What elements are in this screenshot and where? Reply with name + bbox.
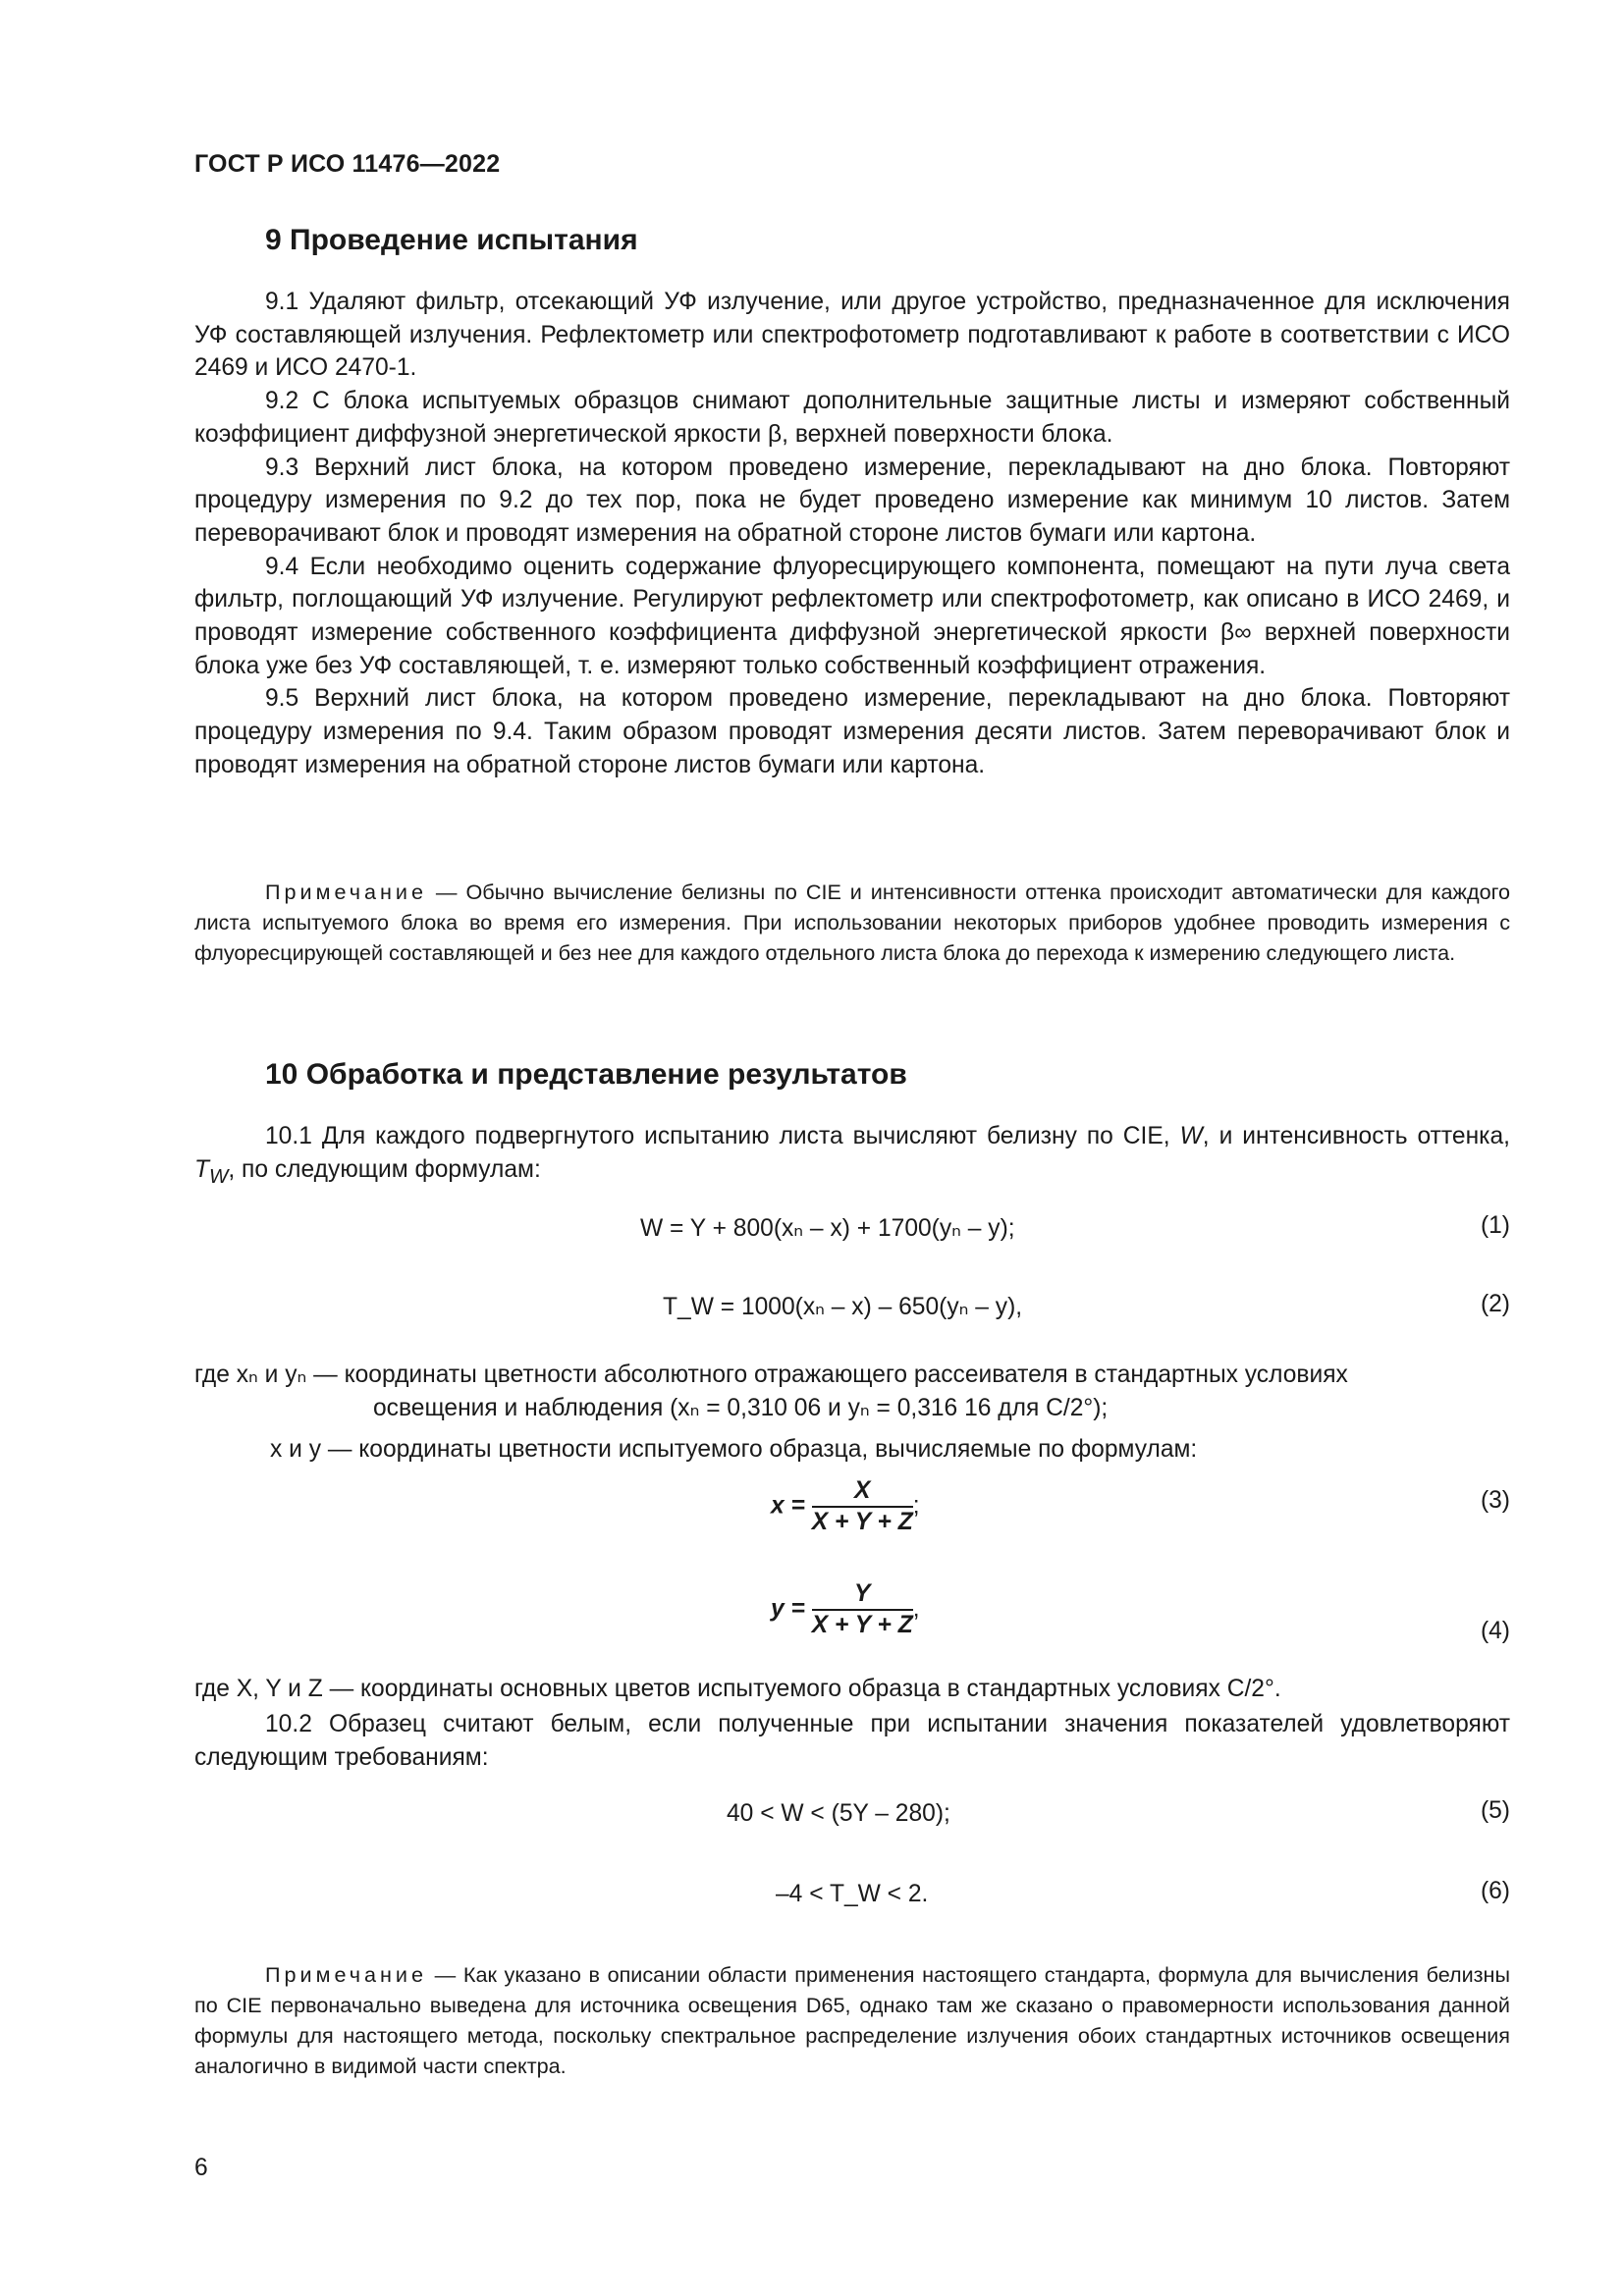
equation-3: x = $\frac{X}{X + Y + Z}$ ; xyxy=(771,1477,920,1535)
note-10 xyxy=(194,1959,1510,2081)
where-line-3: где X, Y и Z — координаты основных цветов испытуемого образца в стандартных условиях C/2°. xyxy=(194,1676,1281,1702)
section-9-body xyxy=(194,286,1510,782)
equation-4: y = $\frac{Y}{X + Y + Z}$ , xyxy=(771,1580,920,1638)
equation-6: –4 < T_W < 2. xyxy=(776,1881,929,1907)
note-label: Примечание xyxy=(265,1962,427,1987)
paragraph-9-3: 9.3 Верхний лист блока, на котором проведено измерение, перекладывают на дно блока. Повторяют процедуру измерения по 9.2 до тех пор, пока не будет проведено измерение как минимум 10 листов. Затем переворачивают блок и проводят измерения на обратной стороне листов бумаги или картона. xyxy=(194,454,1510,547)
section-10-intro xyxy=(194,1120,1510,1193)
note-text: — Обычно вычисление белизны по CIE и интенсивности оттенка происходит автоматически для каждого листа испытуемого блока во время его измерения. При использовании некоторых приборов удобнее проводить измерения с флуоресцирующей составляющей и без нее для каждого отдельного листа блока до перехода к измерению следующего листа. xyxy=(194,880,1510,965)
paragraph-10-1: 10.1 Для каждого подвергнутого испытанию листа вычисляют белизну по CIE, W, и интенсивность оттенка, $T_W$, по следующим формулам: xyxy=(194,1123,1510,1188)
note-text: — Как указано в описании области применения настоящего стандарта, формула для вычисления белизны по CIE первоначально выведена для источника освещения D65, однако там же сказано о правомерности использования данной формулы для настоящего метода, поскольку спектральное распределение излучения обоих стандартных источников освещения аналогично в видимой части спектра. xyxy=(194,1962,1510,2078)
where-line-1a: где xₙ и yₙ — координаты цветности абсолютного отражающего рассеивателя в стандартных условиях xyxy=(194,1362,1348,1388)
equation-5: 40 < W < (5Y – 280); xyxy=(727,1800,950,1827)
paragraph-9-5: 9.5 Верхний лист блока, на котором проведено измерение, перекладывают на дно блока. Повторяют процедуру измерения по 9.4. Таким образом проводят измерения десяти листов. Затем переворачивают блок и проводят измерения на обратной стороне листов бумаги или картона. xyxy=(194,685,1510,778)
equation-1-number: (1) xyxy=(1480,1212,1510,1239)
paragraph-9-1: 9.1 Удаляют фильтр, отсекающий УФ излучение, или другое устройство, предназначенное для исключения УФ составляющей излучения. Рефлектометр или спектрофотометр подготавливают к работе в соответствии с ИСО 2469 и ИСО 2470-1. xyxy=(194,289,1510,382)
paragraph-10-2: 10.2 Образец считают белым, если полученные при испытании значения показателей удовлетворяют следующим требованиям: xyxy=(194,1711,1510,1771)
note-label: Примечание xyxy=(265,880,427,904)
section-9-title: 9 Проведение испытания xyxy=(265,224,638,256)
note-9 xyxy=(194,877,1510,968)
equation-4-number: (4) xyxy=(1480,1618,1510,1644)
section-10-2 xyxy=(194,1708,1510,1774)
equation-1: W = Y + 800(xₙ – x) + 1700(yₙ – y); xyxy=(640,1215,1015,1242)
where-line-2: x и y — координаты цветности испытуемого образца, вычисляемые по формулам: xyxy=(270,1436,1198,1463)
equation-2: T_W = 1000(xₙ – x) – 650(yₙ – y), xyxy=(663,1294,1023,1320)
page-number: 6 xyxy=(194,2155,208,2181)
paragraph-9-2: 9.2 С блока испытуемых образцов снимают дополнительные защитные листы и измеряют собственный коэффициент диффузной энергетической яркости β, верхней поверхности блока. xyxy=(194,388,1510,448)
document-header: ГОСТ Р ИСО 11476—2022 xyxy=(194,150,501,178)
paragraph-9-4: 9.4 Если необходимо оценить содержание флуоресцирующего компонента, помещают на пути луча света фильтр, поглощающий УФ излучение. Регулируют рефлектометр или спектрофотометр, как описано в ИСО 2469, и проводят измерение собственного коэффициента диффузной энергетической яркости β∞ верхней поверхности блока уже без УФ составляющей, т. е. измеряют только собственный коэффициент отражения. xyxy=(194,553,1510,679)
equation-6-number: (6) xyxy=(1480,1878,1510,1904)
section-10-title: 10 Обработка и представление результатов xyxy=(265,1058,907,1091)
equation-5-number: (5) xyxy=(1480,1797,1510,1824)
where-line-1b: освещения и наблюдения (xₙ = 0,310 06 и yₙ = 0,316 16 для C/2°); xyxy=(373,1395,1109,1421)
equation-2-number: (2) xyxy=(1480,1291,1510,1317)
equation-3-number: (3) xyxy=(1480,1487,1510,1514)
